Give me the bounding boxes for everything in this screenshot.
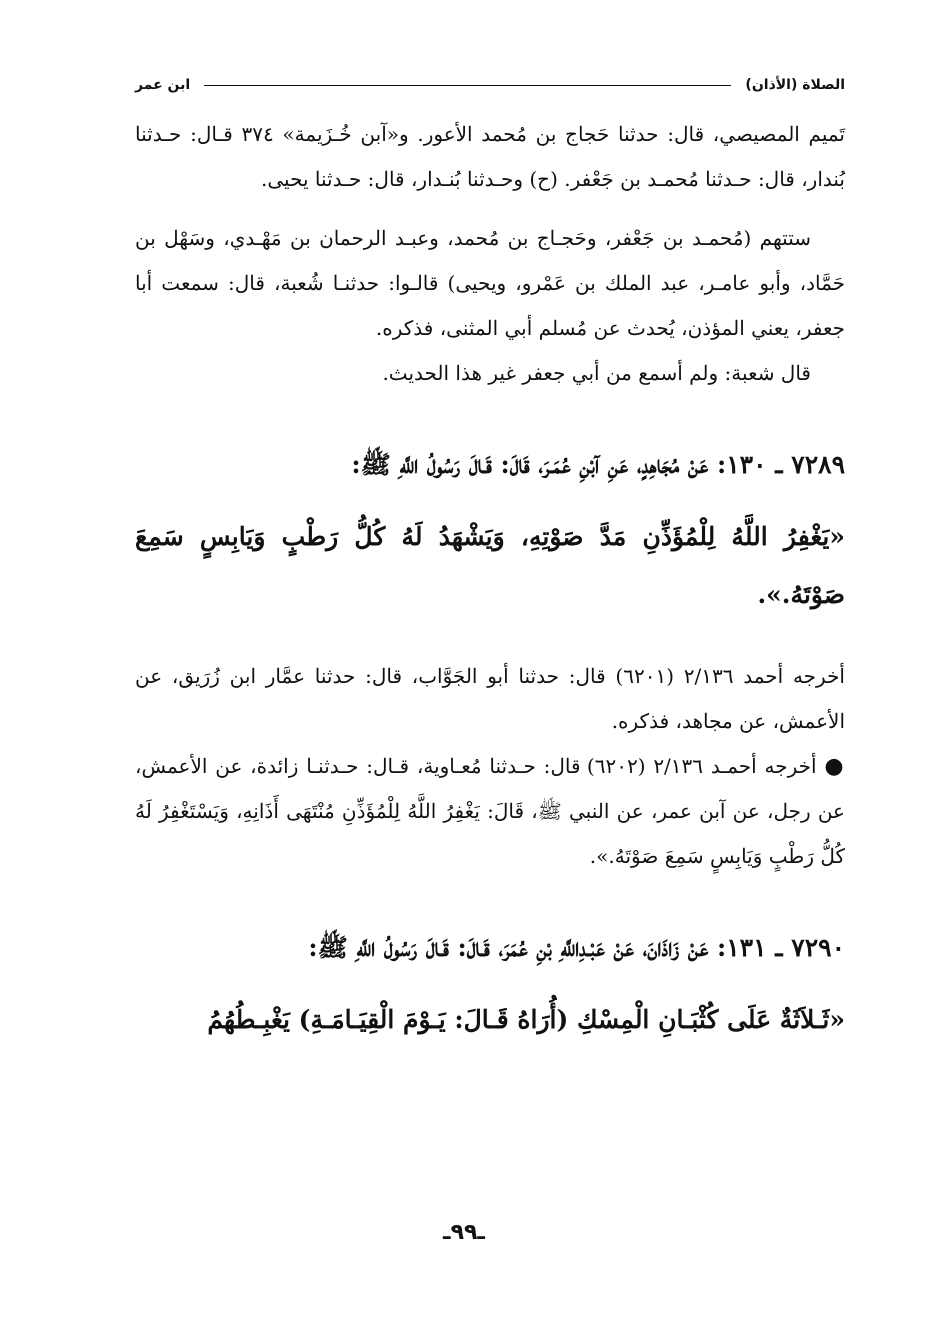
page-content [135,72,845,1049]
running-header [135,72,845,98]
isnad-paragraph-1: تَميم المصيصي، قال: حدثنا حَجاج بن مُحمد الأعور. و«آبن خُـزَيمة» ٣٧٤ قـال: حـدثنا بُندار، قال: حـدثنا مُحمـد بن جَعْفر. (ح) وحـدثنا بُنـدار، قال: حـدثنا يحيى. [135,122,845,191]
takhrij-paragraph-2-text: أخرجه أحمـد ٢/١٣٦ (٦٢٠٢) قال: حـدثنا مُعـاوية، قـال: حـدثنـا زائدة، عن الأعمش، عن رجل، عن آبن عمر، عن النبي ﷺ، قَالَ: يَغْفِرُ اللَّهُ لِلْمُؤَذِّنِ مُنْتَهَى أَذَانِهِ، وَيَسْتَغْفِرُ لَهُ كُلُّ رَطْبٍ وَيَابِسٍ سَمِعَ صَوْتَهُ.». [135,754,845,868]
header-rule [204,85,731,86]
chapter-title: الصلاة (الأذان) [745,77,845,93]
bullet-icon: ● [824,754,845,779]
page-number: ـ٩٩ـ [443,1220,485,1245]
hadith-7289-text: «يَغْفِرُ اللَّهُ لِلْمُؤَذِّنِ مَدَّ صَوْتِهِ، وَيَشْهَدُ لَهُ كُلُّ رَطْبٍ وَيَابِسٍ سَمِعَ صَوْتَهُ.». [135,522,845,609]
shuba-note: قال شعبة: ولم أسمع من أبي جعفر غير هذا الحديث. [382,361,811,385]
takhrij-paragraph-1: أخرجه أحمد ٢/١٣٦ (٦٢٠١) قال: حدثنا أبو الجَوَّاب، قال: حدثنا عمَّار ابن زُرَيق، عن الأعمش، عن مجاهد، فذكره. [135,664,845,733]
takhrij-paragraph-2 [135,744,845,879]
narrator-title: ابن عمر [135,77,191,93]
hadith-7290-text: «ثَـلاَثَةٌ عَلَى كُثْبَـانِ الْمِسْكِ (أُرَاهُ قَـالَ: يَـوْمَ الْقِيَـامَـةِ) يَغْبِـطُهُمُ [207,1005,845,1034]
isnad-paragraph-2: ستتهم (مُحمـد بن جَعْفر، وحَجـاج بن مُحمد، وعبـد الرحمان بن مَهْـدي، وسَهْل بن حَمَّاد، وأبو عامـر، عبد الملك بن عَمْرو، ويحيى) قالـوا: حدثنـا شُعبة، قال: سمعت أبا جعفر، يعني المؤذن، يُحدث عن مُسلم أبي المثنى، فذكره. [135,226,845,340]
hadith-7290-intro: ٧٢٩٠ ـ ١٣١: عَنْ زَاذَانَ، عَنْ عَبْـدِاللَّهِ بْنِ عُمَرَ، قَـالَ: قَـالَ رَسُولُ اللَّهِ ﷺ: [308,933,845,962]
hadith-7289-intro: ٧٢٨٩ ـ ١٣٠: عَنْ مُجَاهِدٍ، عَنِ آبْنِ عُمَـرَ، قَالَ: قَـالَ رَسُولُ اللَّهِ ﷺ: [351,450,845,479]
